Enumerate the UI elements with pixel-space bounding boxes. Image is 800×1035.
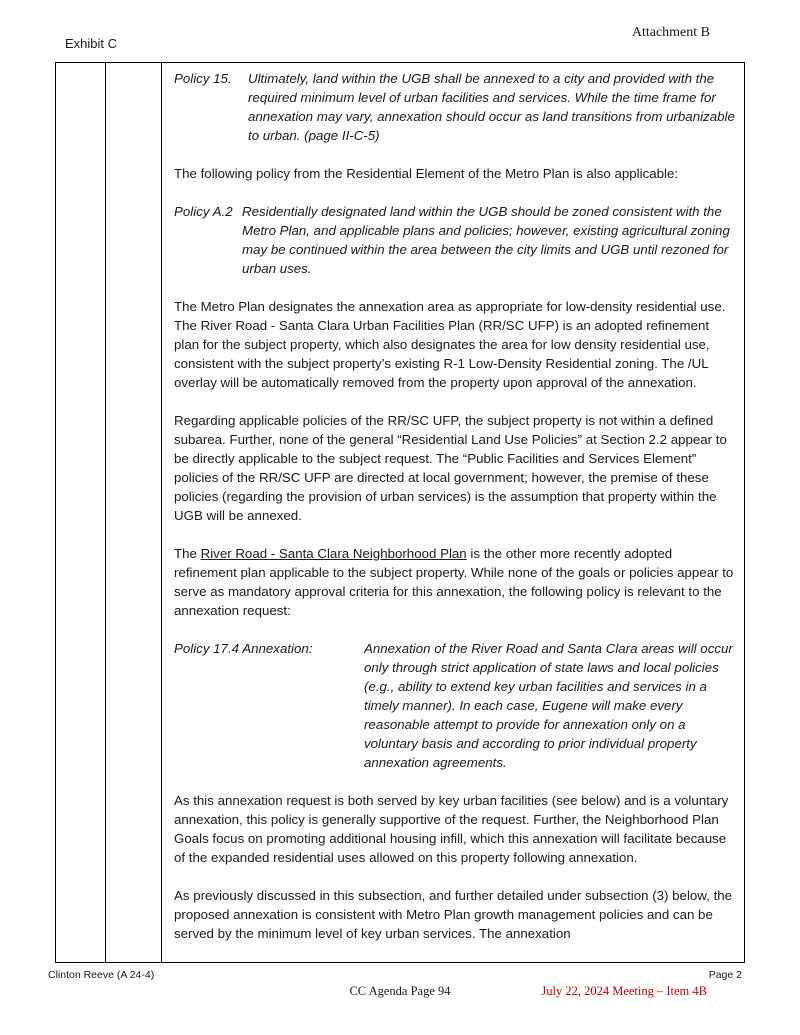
neighborhood-plan-pre: The [174, 546, 201, 561]
paragraph-residential-intro: The following policy from the Residential Element of the Metro Plan is also applicable: [174, 166, 679, 181]
table-empty-column-1 [56, 63, 106, 962]
paragraph-rrsc-ufp: Regarding applicable policies of the RR/SC UFP, the subject property is not within a defined subarea. Further, none of the general “Residential Land Use Policies” at Section 2.2 appear to be directly applicable to the subject request. The “Public Facilities and Services Element” policies of the RR/SC UFP are directed at local government; however, the premise of these policies (regarding the provision of urban services) is the assumption that property within the UGB will be annexed. [174, 413, 727, 523]
policy-15-block [174, 69, 736, 145]
table-empty-column-2 [106, 63, 162, 962]
policy-a2-text: Residentially designated land within the UGB should be zoned consistent with the Metro Plan, and applicable plans and policies; however, existing agricultural zoning may be continued within the area between the city limits and UGB until rezoned for urban uses. [242, 204, 730, 276]
policy-174-label: Policy 17.4 Annexation: [174, 641, 313, 656]
policy-174-block [174, 639, 736, 772]
policy-15-text: Ultimately, land within the UGB shall be annexed to a city and provided with the required minimum level of urban facilities and services. While the time frame for annexation may vary, annexation should occur as land transitions from urbanizable to urban. (page II-C-5) [248, 71, 735, 143]
attachment-label: Attachment B [631, 25, 710, 40]
exhibit-label: Exhibit C [65, 36, 118, 51]
content-table [55, 62, 745, 963]
table-content-cell [162, 63, 744, 962]
footer-row-1 [48, 969, 742, 981]
footer-agenda-page: CC Agenda Page 94 [349, 984, 451, 998]
policy-a2-label: Policy A.2 [174, 204, 233, 219]
paragraph-metro-plan: The Metro Plan designates the annexation area as appropriate for low-density residential use. The River Road - Santa Clara Urban Facilities Plan (RR/SC UFP) is an adopted refinement plan for the subject property, which also designates the area for low density residential use, consistent with the subject property’s existing R-1 Low-Density Residential zoning. The /UL overlay will be automatically removed from the property upon approval of the annexation. [174, 299, 726, 390]
neighborhood-plan-post: is the other more recently adopted refinement plan applicable to the subject property. While none of the goals or policies appear to serve as mandatory approval criteria for this annexation, the following policy is relevant to the annexation request: [174, 546, 734, 618]
footer-row-2 [0, 984, 800, 999]
policy-174-text: Annexation of the River Road and Santa Clara areas will occur only through strict application of state laws and local policies (e.g., ability to extend key urban facilities and services in a timely manner). In each case, Eugene will make every reasonable attempt to provide for annexation only on a voluntary basis and according to prior individual property annexation agreements. [364, 641, 733, 770]
paragraph-voluntary: As this annexation request is both served by key urban facilities (see below) and is a voluntary annexation, this policy is generally supportive of the request. Further, the Neighborhood Plan Goals focus on promoting additional housing infill, which this annexation will facilitate because of the expanded residential uses allowed on this property following annexation. [174, 793, 729, 865]
neighborhood-plan-title: River Road - Santa Clara Neighborhood Plan [200, 546, 467, 561]
policy-a2-block [174, 202, 736, 278]
paragraph-neighborhood-plan [174, 544, 736, 620]
footer-page-number: Page 2 [708, 969, 742, 981]
policy-15-label: Policy 15. [174, 71, 232, 86]
footer-author: Clinton Reeve (A 24-4) [48, 969, 155, 981]
paragraph-previously-discussed: As previously discussed in this subsection, and further detailed under subsection (3) below, the proposed annexation is consistent with Metro Plan growth management policies and can be served by the minimum level of key urban services. The annexation [174, 888, 733, 941]
footer-meeting-note: July 22, 2024 Meeting – Item 4B [541, 984, 707, 998]
